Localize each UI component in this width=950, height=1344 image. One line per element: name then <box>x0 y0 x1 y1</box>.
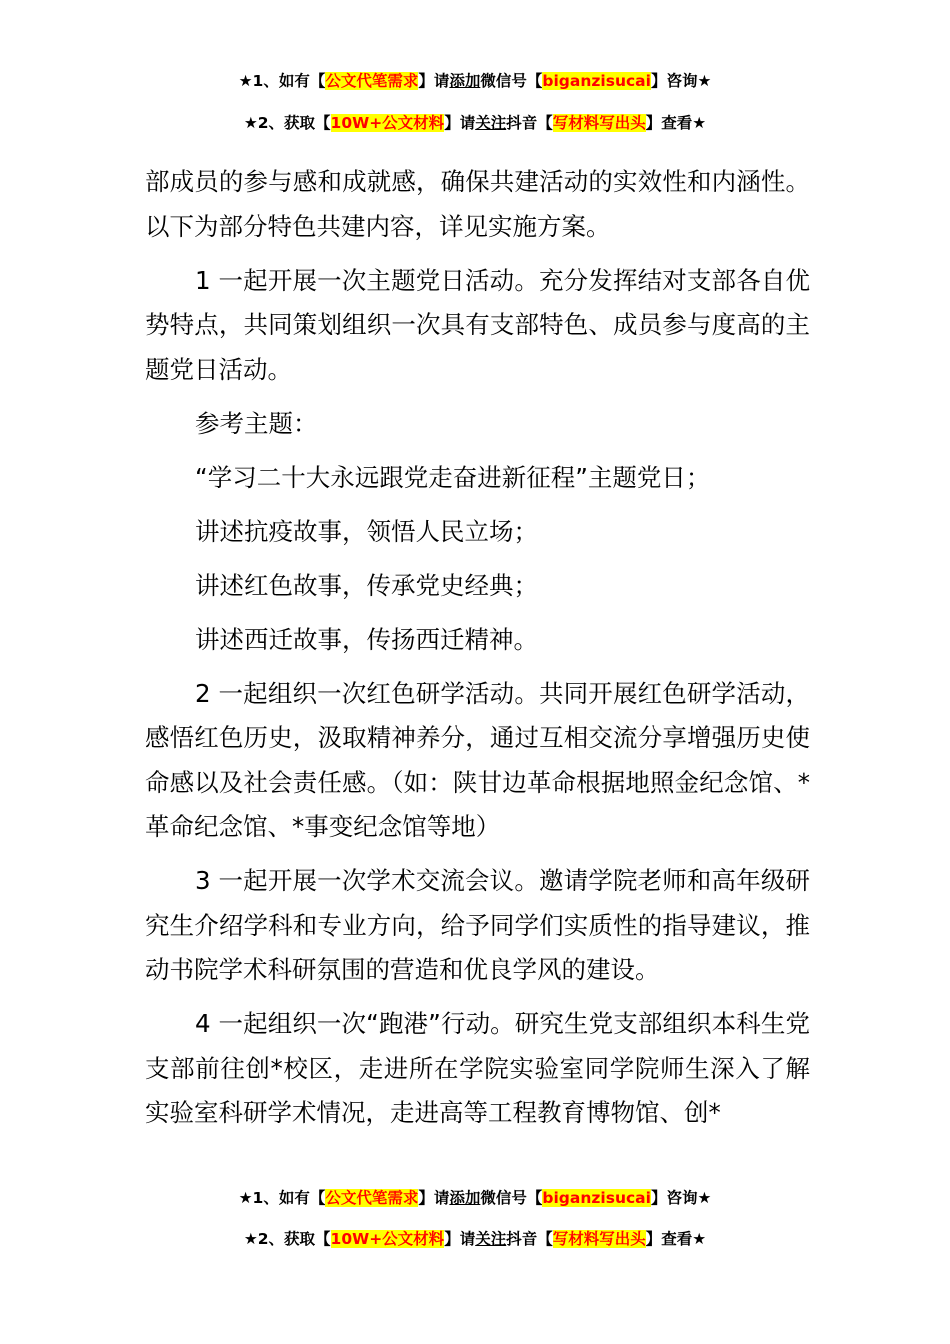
banner-text: 】请 <box>418 1189 450 1207</box>
banner-highlight: biganzisucai <box>542 1189 651 1207</box>
banner-underline: 添加 <box>449 72 481 90</box>
banner-highlight: 公文代笔需求 <box>325 72 419 90</box>
paragraph-theme-3: 讲述红色故事，传承党史经典； <box>195 570 538 600</box>
banner-highlight: 写材料写出头 <box>552 1230 646 1248</box>
paragraph-item-2: 2 一起组织一次红色研学活动。共同开展红色研学活动，感悟红色历史，汲取精神养分，通过互相交流分享增强历史使命感以及社会责任感。（如：陕甘边革命根据地照金纪念馆、*革命纪念馆、*事变纪念馆等地） <box>145 678 810 841</box>
header-banner-line-1 <box>0 70 950 92</box>
paragraph-reference-themes-label: 参考主题： <box>195 408 318 438</box>
banner-text: 微信号【 <box>480 1189 543 1207</box>
paragraph-theme-1: “学习二十大永远跟党走奋进新征程”主题党日； <box>195 462 711 492</box>
banner-text: ★2、获取【 <box>243 1230 331 1248</box>
banner-text: ★2、获取【 <box>243 114 331 132</box>
footer-banner-line-1 <box>0 1187 950 1209</box>
footer-banner-line-2 <box>0 1228 950 1250</box>
banner-text: 】咨询★ <box>650 1189 712 1207</box>
banner-text: 抖音【 <box>506 1230 553 1248</box>
banner-text: 】请 <box>418 72 450 90</box>
paragraph-theme-2: 讲述抗疫故事，领悟人民立场； <box>195 516 538 546</box>
banner-text: 抖音【 <box>506 114 553 132</box>
banner-highlight: 10W+公文材料 <box>330 1230 445 1248</box>
paragraph-item-1: 1 一起开展一次主题党日活动。充分发挥结对支部各自优势特点，共同策划组织一次具有支部特色、成员参与度高的主题党日活动。 <box>145 265 810 384</box>
document-body <box>145 160 810 1145</box>
banner-text: 微信号【 <box>480 72 543 90</box>
banner-underline: 关注 <box>475 1230 507 1248</box>
banner-highlight: biganzisucai <box>542 72 651 90</box>
banner-text: 】请 <box>444 1230 476 1248</box>
banner-underline: 添加 <box>449 1189 481 1207</box>
header-banner-line-2 <box>0 112 950 134</box>
banner-text: 】请 <box>444 114 476 132</box>
banner-underline: 关注 <box>475 114 507 132</box>
banner-highlight: 公文代笔需求 <box>325 1189 419 1207</box>
banner-text: 】咨询★ <box>650 72 712 90</box>
paragraph-item-3: 3 一起开展一次学术交流会议。邀请学院老师和高年级研究生介绍学科和专业方向，给予同学们实质性的指导建议，推动书院学术科研氛围的营造和优良学风的建设。 <box>145 866 810 984</box>
paragraph-continuation: 部成员的参与感和成就感，确保共建活动的实效性和内涵性。以下为部分特色共建内容，详见实施方案。 <box>145 167 810 241</box>
banner-text: ★1、如有【 <box>238 72 326 90</box>
banner-text: 】查看★ <box>645 1230 707 1248</box>
banner-highlight: 写材料写出头 <box>552 114 646 132</box>
banner-highlight: 10W+公文材料 <box>330 114 445 132</box>
paragraph-theme-4: 讲述西迁故事，传扬西迁精神。 <box>195 624 538 654</box>
paragraph-item-4: 4 一起组织一次“跑港”行动。研究生党支部组织本科生党支部前往创*校区，走进所在学院实验室同学院师生深入了解实验室科研学术情况，走进高等工程教育博物馆、创* <box>145 1009 810 1127</box>
banner-text: 】查看★ <box>645 114 707 132</box>
banner-text: ★1、如有【 <box>238 1189 326 1207</box>
